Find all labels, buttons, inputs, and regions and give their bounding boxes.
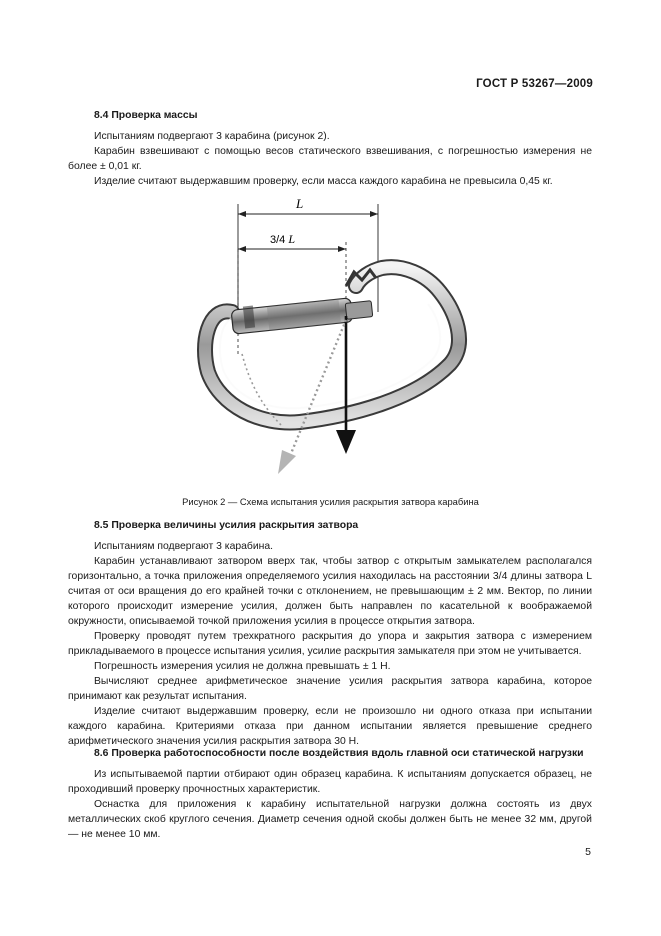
paragraph: Карабин взвешивают с помощью весов статического взвешивания, с погрешностью измерения не более ± 0,01 кг.: [68, 146, 592, 172]
carabiner-gate: [231, 298, 373, 334]
paragraph: Погрешность измерения усилия не должна превышать ± 1 Н.: [94, 661, 391, 672]
figure-caption: Рисунок 2 — Схема испытания усилия раскрытия затвора карабина: [182, 496, 479, 507]
carabiner-figure: [150, 194, 490, 486]
carabiner-body: [205, 267, 459, 422]
section-8-6: [68, 746, 592, 842]
carabiner-diagram: [150, 194, 490, 486]
paragraph: Оснастка для приложения к карабину испытательной нагрузки должна состоять из двух металлических скоб круглого сечения. Диаметр сечения одной скобы должен быть не менее 32 мм, другой — не менее 10 мм.: [68, 799, 592, 840]
paragraph: Проверку проводят путем трехкратного раскрытия до упора и закрытия затвора с измерением прикладываемого в процессе испытания усилия, усилие раскрытия замыкателя при этом не учитывается.: [68, 631, 592, 657]
section-heading-8-4: 8.4 Проверка массы: [94, 110, 198, 121]
page-number: 5: [585, 846, 591, 858]
paragraph: Испытаниям подвергают 3 карабина (рисунок 2).: [94, 131, 330, 142]
paragraph: Испытаниям подвергают 3 карабина.: [94, 541, 274, 552]
section-8-5: [68, 518, 592, 749]
tangent-arrow: [242, 320, 346, 474]
dimension-arrowheads: [238, 211, 378, 252]
dimension-label-partial: 3/4 L: [270, 232, 296, 246]
paragraph: Карабин устанавливают затвором вверх так, чтобы затвор с открытым замыкателем располагался горизонтально, а точка приложения определяемого усилия находилась на расстоянии 3/4 длины затвора L считая от оси вращения до его крайней точки с отклонением, не превышающим ± 2 мм. Вектор, по линии которого происходит измерение усилия, должен быть направлен по касательной к воображаемой окружности, описываемой точкой приложения усилия в процессе открытия затвора.: [68, 556, 592, 627]
paragraph: Изделие считают выдержавшим проверку, если не произошло ни одного отказа при испытании каждого карабина. Критериями отказа при данном испытании является превышение среднего арифметического значения усилия раскрытия затвора 30 Н.: [68, 706, 592, 747]
section-heading-8-6: 8.6 Проверка работоспособности после воздействия вдоль главной оси статической нагрузки: [94, 748, 584, 759]
paragraph: Изделие считают выдержавшим проверку, если масса каждого карабина не превысила 0,45 кг.: [94, 176, 553, 187]
section-8-4: [68, 108, 592, 189]
document-id-header: ГОСТ Р 53267—2009: [476, 78, 593, 90]
force-arrow: [336, 316, 356, 454]
paragraph: Вычисляют среднее арифметическое значение усилия раскрытия затвора карабина, которое принимают как результат испытания.: [68, 676, 592, 702]
section-heading-8-5: 8.5 Проверка величины усилия раскрытия затвора: [94, 520, 359, 531]
dimension-label-full: L: [296, 196, 304, 211]
paragraph: Из испытываемой партии отбирают один образец карабина. К испытаниям допускается образец, не проходивший проверку прочностных характеристик.: [68, 769, 592, 795]
